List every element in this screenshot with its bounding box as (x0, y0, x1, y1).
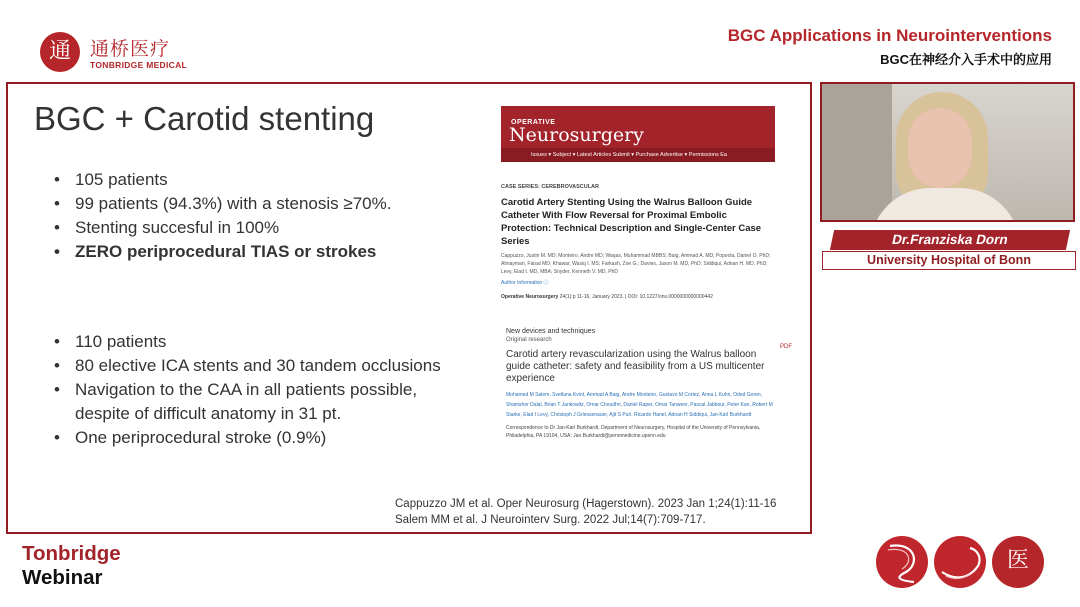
article-subtype: Original research (506, 337, 552, 343)
journal-nav: Issues ▾ Subject ▾ Latest Articles Submit ▾ Purchase Advertise ▾ Permissions Ea (501, 148, 775, 162)
bullet-text: 110 patients (75, 332, 167, 351)
citation-journal: Operative Neurosurgery (501, 294, 559, 300)
logo-mark: 通 (40, 32, 80, 72)
bullet-text: One periprocedural stroke (0.9%) (75, 428, 327, 447)
article-title: Carotid Artery Stenting Using the Walrus Balloon Guide Catheter With Flow Reversal for Proximal Embolic Protection: Technical Description and Single-Center Case Series (501, 197, 762, 247)
bullet-text: 99 patients (94.3%) with a stenosis ≥70%. (75, 194, 392, 213)
bullet-text: ZERO periprocedural TIAS or strokes (75, 242, 377, 261)
author-info-link: Author Information ⓘ (501, 280, 549, 286)
article-correspondence: Correspondence to Dr Jan-Karl Burkhardt, Department of Neurosurgery, Hospital of the University of Pennsylvania, Philadelphia, PA 19104, USA; Jan.Burkhardt@pennmedicine.upenn.edu (506, 425, 761, 439)
bullet-item (54, 216, 391, 240)
bullet-item (54, 168, 391, 192)
journal-name-small: OPERATIVE (511, 119, 556, 126)
webinar-brand-line1: Tonbridge (22, 542, 121, 565)
bullet-list-study2 (54, 330, 441, 450)
bullet-item (54, 240, 391, 264)
speaker-name-plate (822, 230, 1076, 270)
article-thumbnail-2 (506, 328, 798, 468)
speaker-video (820, 82, 1075, 222)
bullet-dot: • (54, 428, 60, 447)
bullet-text: Stenting succesful in 100% (75, 218, 280, 237)
medical-badge-icon: 医 (992, 536, 1044, 588)
bullet-dot: • (54, 194, 60, 213)
pdf-link: PDF (780, 344, 792, 350)
article-type: New devices and techniques (506, 328, 596, 335)
event-title (728, 26, 1052, 68)
webinar-brand (22, 542, 121, 590)
bullet-dot: • (54, 380, 60, 399)
bullet-list-study1 (54, 168, 391, 264)
bullet-dot: • (54, 332, 60, 351)
speaker-name: Dr.Franziska Dorn (830, 230, 1070, 250)
article-authors: Mohamed M Salem, Svetlana Kvint, Ammad A Baig, Andre Monteiro, Gustavo M Cortez, Anna L Kuhn, Oded Goren, Shamsher Dalal, Brian T Jankowitz, Omar Choudhri, Daniel Raper, Omar Tanweer, Pascal Jabbour, Peter Kan, Robert M Starke, Elad I Levy, Christoph J Griessenauer, Ajit S Puri, Ricardo Hanel, Adnan H Siddiqui, Jan-Karl Burkhardt (506, 392, 773, 418)
brand-logo (40, 30, 200, 74)
bullet-dot: • (54, 218, 60, 237)
guidewire-product-icon (934, 536, 986, 588)
article-category: CASE SERIES: CEREBROVASCULAR (501, 184, 599, 190)
bullet-item (54, 354, 441, 378)
slide-title: BGC + Carotid stenting (34, 100, 375, 137)
bullet-text: despite of difficult anatomy in 31 pt. (75, 404, 342, 423)
speaker-face (908, 108, 972, 188)
bullet-item-continuation (54, 402, 441, 426)
video-background-shelf (822, 84, 892, 222)
bullet-item (54, 192, 391, 216)
bullet-text: Navigation to the CAA in all patients possible, (75, 380, 418, 399)
references (395, 496, 776, 528)
webinar-brand-line2: Webinar (22, 566, 103, 589)
brand-name-en: TONBRIDGE MEDICAL (90, 60, 188, 70)
citation-detail: 24(1):p 11-16, January 2023. | DOI: 10.1227/ons.0000000000000442 (558, 294, 713, 300)
speaker-institution: University Hospital of Bonn (822, 251, 1076, 270)
article-title: Carotid artery revascularization using the Walrus balloon guide catheter: safety and feasibility from a US multicenter experience (506, 349, 765, 384)
reference-1: Cappuzzo JM et al. Oper Neurosurg (Hagerstown). 2023 Jan 1;24(1):11-16 (395, 498, 777, 510)
article-thumbnail-1 (501, 106, 781, 306)
bullet-text: 105 patients (75, 170, 168, 189)
bullet-text: 80 elective ICA stents and 30 tandem occlusions (75, 356, 441, 375)
article-citation (501, 294, 781, 300)
journal-name: Neurosurgery (509, 124, 644, 146)
footer-product-icons (876, 536, 1046, 592)
bullet-item (54, 426, 441, 450)
brand-name-cn: 通桥医疗 (90, 39, 171, 60)
bullet-item (54, 330, 441, 354)
bullet-dot: • (54, 356, 60, 375)
bullet-dot: • (54, 170, 60, 189)
article-authors: Cappuzzo, Justin M. MD; Monteiro, Andre MD; Waqas, Muhammad MBBS; Baig, Ammad A. MD; Popoola, Daniel O. PhD; Almayman, Faisal MD; Khawar, Wasiq I. MS; Farkash, Zoe G.; Davies, Jason M. MD, PhD; Siddiqui, Adnan H. MD, PhD; Levy, Elad I. MD, MBA; Snyder, Kenneth V. MD, PhD (501, 253, 771, 275)
event-title-en: BGC Applications in Neurointerventions (727, 26, 1052, 45)
shared-slide (6, 82, 812, 534)
catheter-product-icon (876, 536, 928, 588)
reference-2: Salem MM et al. J Neurointerv Surg. 2022 Jul;14(7):709-717. (395, 514, 706, 526)
bullet-dot: • (54, 242, 60, 261)
event-title-cn: BGC在神经介入手术中的应用 (880, 52, 1052, 67)
journal-banner (501, 106, 775, 162)
bullet-item (54, 378, 441, 402)
